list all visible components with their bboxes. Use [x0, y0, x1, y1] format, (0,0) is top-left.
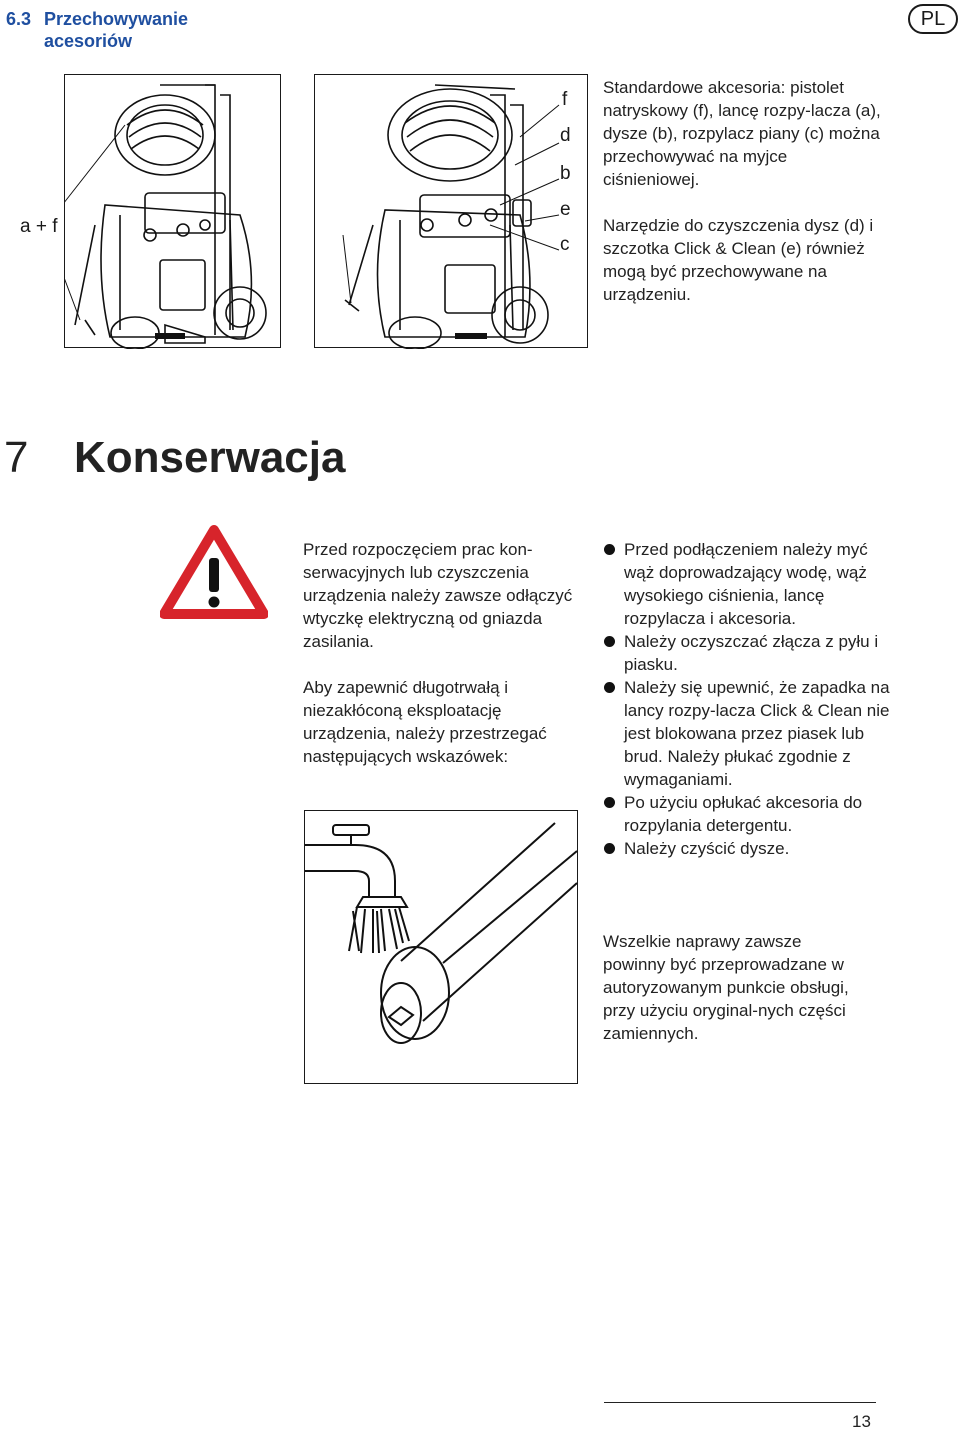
figure1-callout-left: a + f — [20, 216, 58, 237]
warning-triangle-icon — [160, 524, 268, 620]
list-item: Przed podłączeniem należy myć wąż doprowadzający wodę, wąż wysokiego ciśnienia, lancę rozpylacza i akcesoria. — [604, 538, 894, 630]
section-title-line1: Przechowywanie — [44, 9, 189, 29]
pressure-washer-illustration-1 — [65, 75, 282, 349]
list-item: Należy czyścić dysze. — [604, 837, 894, 860]
figure-pressure-washer-2 — [314, 74, 588, 348]
page-number: 13 — [852, 1412, 871, 1431]
chapter-heading — [4, 430, 345, 486]
list-item: Należy oczyszczać złącza z pyłu i piasku. — [604, 630, 894, 676]
chapter-title: Konserwacja — [74, 433, 346, 482]
bullet-icon — [604, 797, 615, 808]
bullet-icon — [604, 843, 615, 854]
maintenance-intro-paragraph: Aby zapewnić długotrwałą i niezakłóconą eksploatację urządzenia, należy przestrzegać następujących wskazówek: — [303, 678, 547, 766]
language-badge: PL — [908, 4, 958, 34]
figure-pressure-washer-1 — [64, 74, 281, 348]
bullet-icon — [604, 636, 615, 647]
figure2-callout-b: b — [560, 163, 571, 184]
section-heading — [6, 8, 188, 52]
storage-paragraph-1: Standardowe akcesoria: pistolet natryskowy (f), lancę rozpy-lacza (a), dysze (b), rozpylacz piany (c) można przechowywać na myjce ciśnieniowej. — [603, 78, 881, 189]
footer-divider — [604, 1402, 876, 1403]
maintenance-bullet-list — [604, 538, 894, 860]
bullet-icon — [604, 682, 615, 693]
figure2-callout-f: f — [562, 89, 568, 110]
section-title-line2: acesoriów — [44, 31, 133, 51]
figure2-callout-c: c — [560, 234, 570, 255]
figure-rinsing-lance — [304, 810, 578, 1084]
figure2-callout-d: d — [560, 125, 571, 146]
bullet-icon — [604, 544, 615, 555]
list-item: Należy się upewnić, że zapadka na lancy rozpy-lacza Click & Clean nie jest blokowana przez piasek lub brud. Należy płukać zgodnie z wymaganiami. — [604, 676, 894, 791]
figure2-callout-e: e — [560, 199, 571, 220]
list-item: Po użyciu opłukać akcesoria do rozpylania detergentu. — [604, 791, 894, 837]
repair-paragraph: Wszelkie naprawy zawsze powinny być przeprowadzane w autoryzowanym punkcie obsługi, przy użyciu oryginal-nych części zamiennych. — [603, 932, 849, 1043]
pressure-washer-illustration-2 — [315, 75, 589, 349]
warning-paragraph: Przed rozpoczęciem prac kon-serwacyjnych lub czyszczenia urządzenia należy zawsze odłączyć wtyczkę elektryczną od gniazda zasilania. — [303, 540, 573, 651]
storage-paragraph-2: Narzędzie do czyszczenia dysz (d) i szczotka Click & Clean (e) również mogą być przechowywane na urządzeniu. — [603, 216, 874, 304]
faucet-rinsing-illustration — [305, 811, 579, 1085]
section-number: 6.3 — [6, 9, 32, 29]
chapter-number: 7 — [4, 433, 29, 482]
